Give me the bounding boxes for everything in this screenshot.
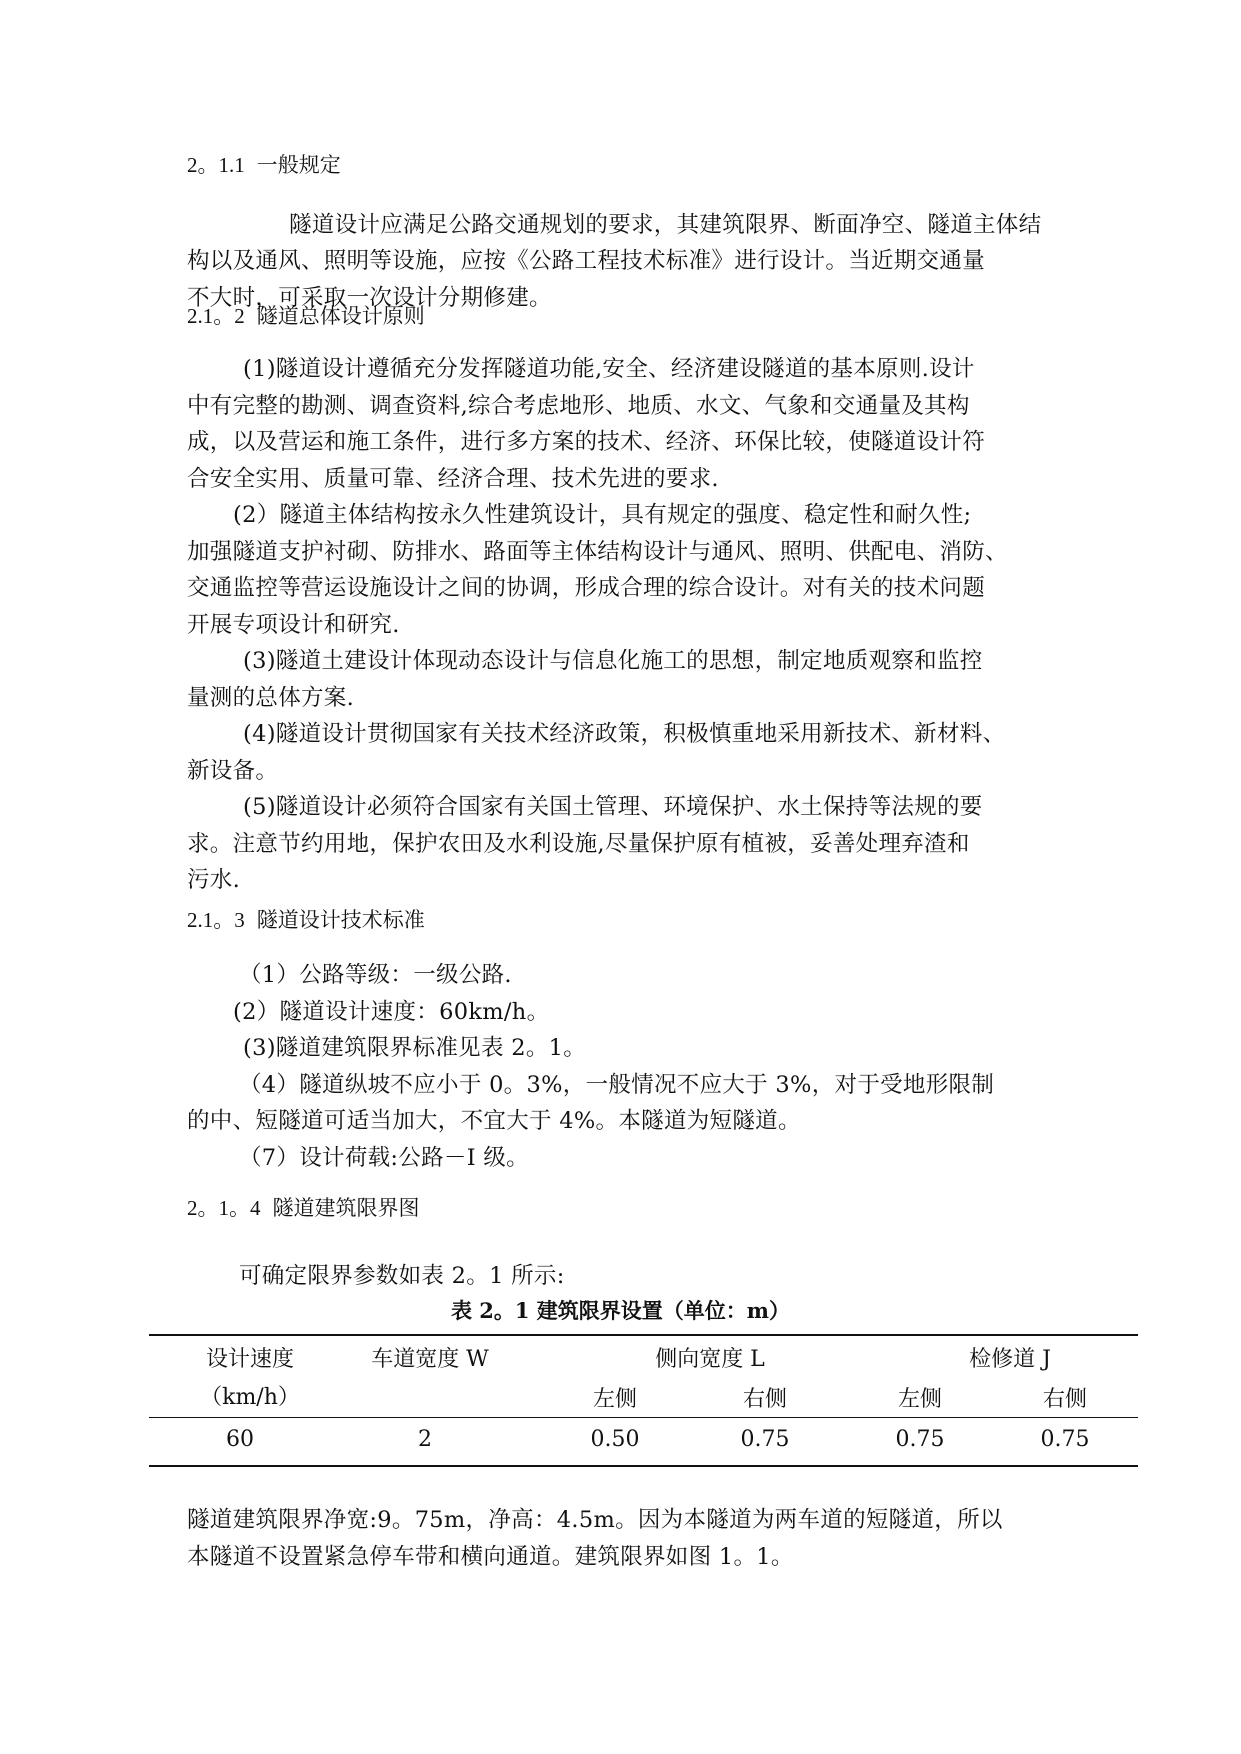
text-line: 量测的总体方案. bbox=[187, 684, 355, 711]
header-lateral-right: 右侧 bbox=[742, 1387, 787, 1412]
text-line: (2）隧道主体结构按永久性建筑设计，具有规定的强度、稳定性和耐久性; bbox=[233, 502, 972, 528]
header-maintenance-way: 检修道 J bbox=[969, 1347, 1051, 1372]
header-speed-unit: （km/h） bbox=[200, 1385, 300, 1410]
paragraph-principle-3 bbox=[187, 643, 1042, 716]
text-line: 本隧道不设置紧急停车带和横向通道。建筑限界如图 1。1。 bbox=[187, 1543, 794, 1570]
list-item: （7）设计荷载:公路－I 级。 bbox=[239, 1144, 529, 1171]
text-line: (1)隧道设计遵循充分发挥隧道功能,安全、经济建设隧道的基本原则.设计 bbox=[243, 356, 975, 382]
paragraph-principle-2 bbox=[187, 497, 1042, 643]
header-maint-right: 右侧 bbox=[1042, 1387, 1087, 1412]
cell-speed: 60 bbox=[226, 1427, 254, 1452]
text-line: 成，以及营运和施工条件，进行多方案的技术、经济、环保比较，使隧道设计符 bbox=[187, 429, 986, 455]
cell-lateral-left: 0.50 bbox=[590, 1427, 640, 1452]
text-line: 隧道设计应满足公路交通规划的要求，其建筑限界、断面净空、隧道主体结 bbox=[289, 212, 1042, 238]
section-heading-2-1-4 bbox=[187, 1194, 420, 1222]
section-title: 隧道总体设计原则 bbox=[256, 304, 425, 328]
text-line: 合安全实用、质量可靠、经济合理、技术先进的要求. bbox=[187, 465, 719, 492]
header-lateral-left: 左侧 bbox=[592, 1387, 637, 1412]
text-line: (5)隧道设计必须符合国家有关国土管理、环境保护、水土保持等法规的要 bbox=[243, 794, 983, 820]
table-intro bbox=[187, 1258, 1042, 1295]
text-line: (3)隧道土建设计体现动态设计与信息化施工的思想，制定地质观察和监控 bbox=[243, 648, 983, 674]
paragraph-clearance-summary bbox=[187, 1502, 1042, 1575]
section-title: 隧道建筑限界图 bbox=[272, 1196, 420, 1220]
paragraph-general-rules bbox=[187, 207, 1092, 244]
section-number: 2。1.1 bbox=[187, 153, 245, 177]
header-speed: 设计速度 bbox=[205, 1347, 294, 1372]
table-caption: 表 2。1 建筑限界设置（单位：m） bbox=[450, 1298, 791, 1323]
text-line: 交通监控等营运设施设计之间的协调，形成合理的综合设计。对有关的技术问题 bbox=[187, 575, 986, 601]
section-heading-2-1-2 bbox=[187, 302, 425, 330]
section-title: 一般规定 bbox=[256, 153, 341, 177]
table-header-rule bbox=[149, 1417, 1138, 1418]
section-number: 2.1。3 bbox=[187, 908, 245, 932]
section-number: 2。1。4 bbox=[187, 1196, 261, 1220]
text-line: 污水. bbox=[187, 867, 241, 893]
cell-lane-width: 2 bbox=[418, 1427, 432, 1452]
text-line: 加强隧道支护衬砌、防排水、路面等主体结构设计与通风、照明、供配电、消防、 bbox=[187, 538, 1008, 565]
table-top-rule bbox=[149, 1334, 1138, 1336]
list-item: (3)隧道建筑限界标准见表 2。1。 bbox=[243, 1035, 587, 1061]
text-line: 隧道建筑限界净宽:9。75m，净高：4.5m。因为本隧道为两车道的短隧道，所以 bbox=[187, 1507, 1003, 1533]
section-title: 隧道设计技术标准 bbox=[256, 908, 425, 932]
list-item: (2）隧道设计速度：60km/h。 bbox=[233, 998, 550, 1025]
text-line: 开展专项设计和研究. bbox=[187, 611, 400, 638]
text-line: (4)隧道设计贯彻国家有关技术经济政策，积极慎重地采用新技术、新材料、 bbox=[243, 721, 1006, 747]
table-bottom-rule bbox=[149, 1465, 1138, 1467]
text-line: 不大时，可采取一次设计分期修建。 bbox=[187, 284, 552, 311]
cell-maint-right: 0.75 bbox=[1040, 1427, 1090, 1452]
section-heading-2-1-1 bbox=[187, 151, 341, 179]
paragraph-principle-1 bbox=[187, 351, 1042, 497]
section-heading-2-1-3 bbox=[187, 906, 425, 934]
header-maint-left: 左侧 bbox=[897, 1387, 942, 1412]
list-item: （4）隧道纵坡不应小于 0。3%，一般情况不应大于 3%，对于受地形限制 bbox=[239, 1071, 995, 1098]
header-lateral-width: 侧向宽度 L bbox=[655, 1347, 765, 1372]
text-line: 可确定限界参数如表 2。1 所示: bbox=[239, 1263, 565, 1289]
paragraph-principle-4 bbox=[187, 716, 1042, 789]
paragraph-principle-5 bbox=[187, 789, 1042, 899]
cell-lateral-right: 0.75 bbox=[740, 1427, 790, 1452]
cell-maint-left: 0.75 bbox=[895, 1427, 945, 1452]
text-line: 中有完整的勘测、调查资料,综合考虑地形、地质、水文、气象和交通量及其构 bbox=[187, 392, 970, 419]
list-item: （1）公路等级：一级公路. bbox=[239, 962, 512, 988]
standards-list bbox=[187, 957, 1042, 1176]
text-line: 新设备。 bbox=[187, 757, 279, 784]
section-number: 2.1。2 bbox=[187, 304, 245, 328]
text-line: 求。注意节约用地，保护农田及水利设施,尽量保护原有植被，妥善处理弃渣和 bbox=[187, 830, 970, 857]
text-line: 构以及通风、照明等设施，应按《公路工程技术标准》进行设计。当近期交通量 bbox=[187, 248, 986, 274]
list-item: 的中、短隧道可适当加大，不宜大于 4%。本隧道为短隧道。 bbox=[187, 1108, 801, 1134]
header-lane-width: 车道宽度 W bbox=[371, 1347, 489, 1372]
